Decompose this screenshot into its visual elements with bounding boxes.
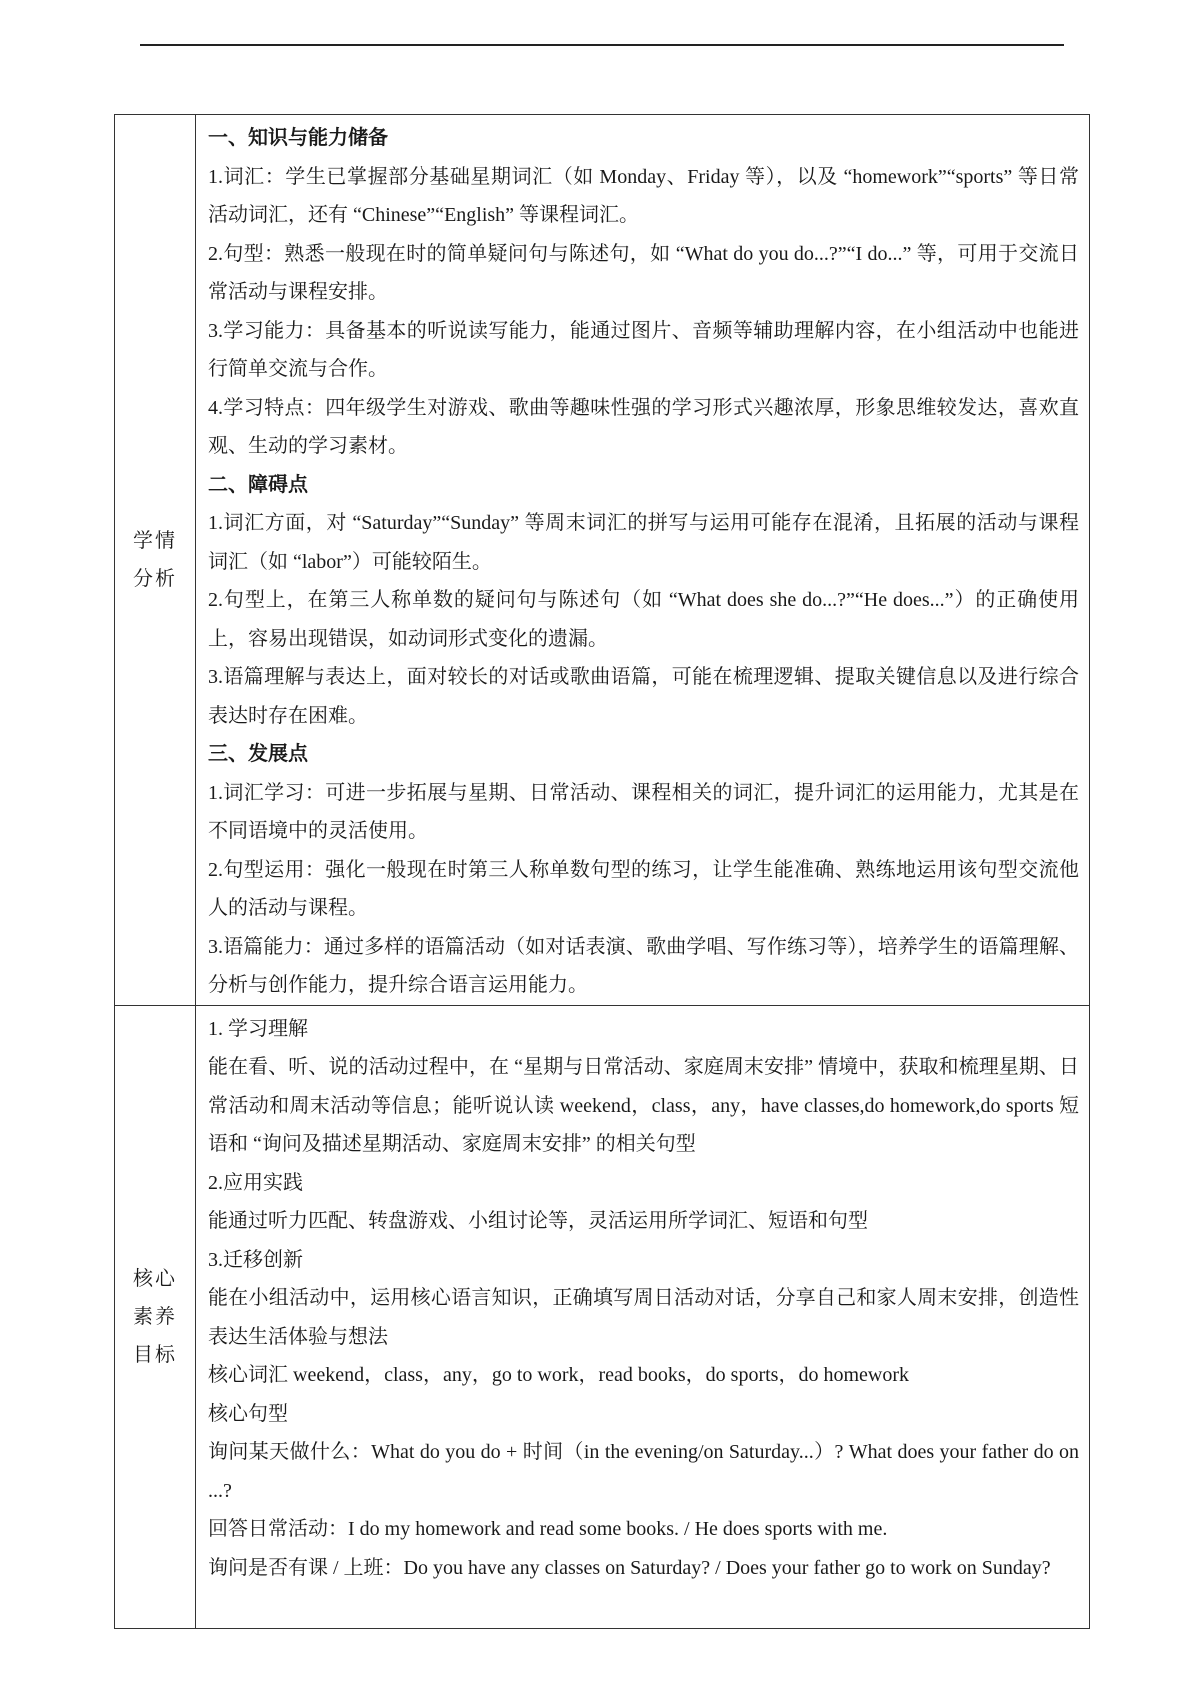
paragraph: 核心句型 [208,1402,288,1425]
paragraph: 1.词汇方面，对 “Saturday”“Sunday” 等周末词汇的拼写与运用可能存在混淆，且拓展的活动与课程词汇（如 “labor”）可能较陌生。 [208,512,1079,573]
header-rule [140,44,1064,46]
row-label: 学情分析 [133,529,177,590]
row-content-cell [196,115,1090,1006]
paragraph: 4.学习特点：四年级学生对游戏、歌曲等趣味性强的学习形式兴趣浓厚，形象思维较发达，喜欢直观、生动的学习素材。 [208,396,1079,457]
table-row-learning-analysis [115,115,1090,1006]
row-content-cell [196,1005,1090,1628]
section-heading: 三、发展点 [208,743,308,765]
paragraph: 1.词汇学习：可进一步拓展与星期、日常活动、课程相关的词汇，提升词汇的运用能力，尤其是在不同语境中的灵活使用。 [208,781,1079,842]
paragraph: 回答日常活动：I do my homework and read some books. / He does sports with me. [208,1518,888,1540]
paragraph: 3.语篇理解与表达上，面对较长的对话或歌曲语篇，可能在梳理逻辑、提取关键信息以及进行综合表达时存在困难。 [208,666,1079,727]
row-label: 核心素养目标 [133,1267,177,1366]
paragraph: 2.应用实践 [208,1171,303,1194]
paragraph: 3.迁移创新 [208,1248,303,1271]
paragraph: 1.词汇：学生已掌握部分基础星期词汇（如 Monday、Friday 等），以及 “homework”“sports” 等日常活动词汇，还有 “Chinese”“English” 等课程词汇。 [208,165,1079,226]
paragraph: 能在小组活动中，运用核心语言知识，正确填写周日活动对话，分享自己和家人周末安排，创造性表达生活体验与想法 [208,1287,1079,1348]
row-label-cell [115,115,196,1006]
table-row-core-goals [115,1005,1090,1628]
paragraph: 2.句型：熟悉一般现在时的简单疑问句与陈述句，如 “What do you do...?”“I do...” 等，可用于交流日常活动与课程安排。 [208,242,1079,303]
paragraph: 2.句型运用：强化一般现在时第三人称单数句型的练习，让学生能准确、熟练地运用该句型交流他人的活动与课程。 [208,858,1079,919]
paragraph: 1. 学习理解 [208,1017,308,1040]
paragraph: 3.语篇能力：通过多样的语篇活动（如对话表演、歌曲学唱、写作练习等），培养学生的语篇理解、分析与创作能力，提升综合语言运用能力。 [208,935,1079,996]
row-label-cell [115,1005,196,1628]
paragraph: 能通过听力匹配、转盘游戏、小组讨论等，灵活运用所学词汇、短语和句型 [208,1210,868,1232]
section-heading: 二、障碍点 [208,473,308,496]
paragraph: 询问某天做什么：What do you do + 时间（in the evening/on Saturday...）? What does your father do on ...? [208,1441,1079,1502]
paragraph: 2.句型上，在第三人称单数的疑问句与陈述句（如 “What does she do...?”“He does...”）的正确使用上，容易出现错误，如动词形式变化的遗漏。 [208,589,1079,650]
lesson-plan-table [114,114,1090,1629]
paragraph: 核心词汇 weekend，class，any，go to work，read books，do sports，do homework [208,1364,910,1386]
paragraph: 能在看、听、说的活动过程中，在 “星期与日常活动、家庭周末安排” 情境中，获取和梳理星期、日常活动和周末活动等信息；能听说认读 weekend，class，any，have classes,do homework,do sports 短语和 “询问及描述星期活动、家庭周末安排” 的相关句型 [208,1056,1079,1155]
paragraph: 3.学习能力：具备基本的听说读写能力，能通过图片、音频等辅助理解内容，在小组活动中也能进行简单交流与合作。 [208,319,1079,380]
section-heading: 一、知识与能力储备 [208,127,388,149]
paragraph: 询问是否有课 / 上班：Do you have any classes on Saturday? / Does your father go to work on Sunday? [208,1556,1051,1579]
